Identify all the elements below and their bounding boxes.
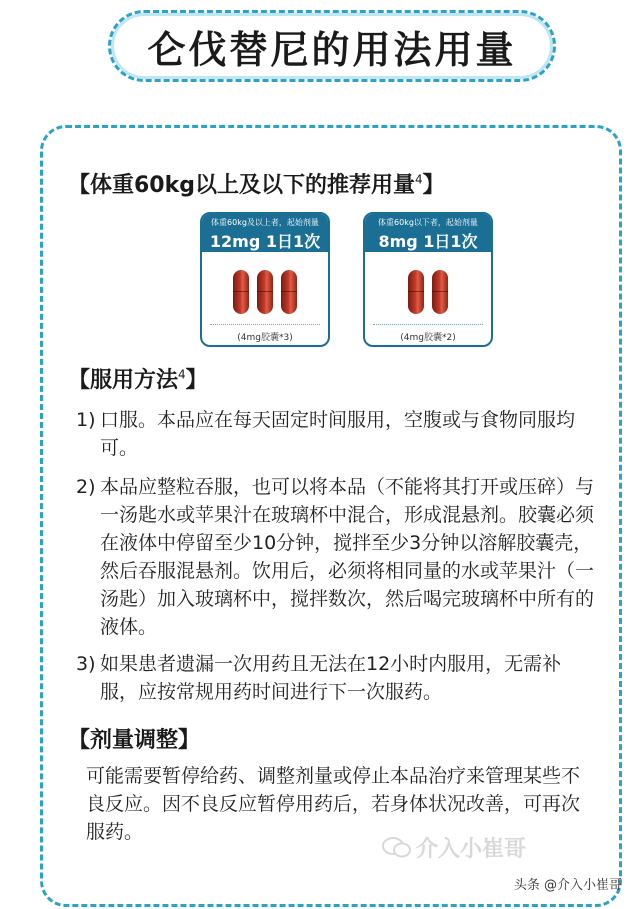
- adjustment-text: 可能需要暂停给药、调整剂量或停止本品治疗来管理某些不良反应。因不良反应暂停用药后，若身体状况改善，可再次服药。: [86, 765, 581, 843]
- list-number: 3): [76, 653, 96, 675]
- list-number: 1): [76, 409, 96, 431]
- dose-card-60kg-above: [200, 212, 330, 347]
- bracket-close: 】: [422, 173, 445, 198]
- dose-card-dose: 12mg 1日1次: [209, 232, 321, 251]
- section-heading-method: [68, 363, 208, 394]
- section-heading-adjustment: 【剂量调整】: [68, 728, 201, 753]
- wechat-icon: [382, 836, 412, 858]
- dose-card-60kg-below: [363, 212, 493, 347]
- capsule-group: [202, 270, 328, 314]
- capsule-icon: [257, 270, 273, 314]
- capsule-icon: [233, 270, 249, 314]
- bracket-close: 】: [185, 368, 208, 393]
- section-heading-dosage: [68, 168, 445, 199]
- section-heading-text: 【服用方法: [68, 368, 179, 393]
- page-title: 仑伐替尼的用法用量: [147, 27, 517, 72]
- capsule-icon: [408, 270, 424, 314]
- capsule-icon: [432, 270, 448, 314]
- dose-card-subtitle: 体重60kg以下者，起始剂量: [378, 218, 478, 227]
- watermark: 介入小崔哥: [416, 837, 527, 862]
- capsule-group: [365, 270, 491, 314]
- list-item-text: 口服。本品应在每天固定时间服用，空腹或与食物同服均可。: [100, 409, 576, 459]
- section-heading-text: 【体重60kg以上及以下的推荐用量: [68, 173, 415, 198]
- list-number: 2): [76, 476, 96, 498]
- dose-card-subtitle: 体重60kg及以上者，起始剂量: [211, 218, 319, 227]
- divider: [210, 324, 320, 325]
- dose-card-header: [365, 214, 491, 252]
- title-banner: [108, 10, 556, 82]
- dose-card-dose: 8mg 1日1次: [378, 232, 478, 251]
- divider: [373, 324, 483, 325]
- list-item-text: 本品应整粒吞服，也可以将本品（不能将其打开或压碎）与一汤匙水或苹果汁在玻璃杯中混合，形成混悬剂。胶囊必须在液体中停留至少10分钟，搅拌至少3分钟以溶解胶囊壳，然后吞服混悬剂。饮用后，必须将相同量的水或苹果汁（一汤匙）加入玻璃杯中，搅拌数次，然后喝完玻璃杯中所有的液体。: [100, 476, 595, 638]
- footnote-ref: 4: [415, 172, 423, 187]
- list-item-text: 如果患者遗漏一次用药且无法在12小时内服用，无需补服，应按常规用药时间进行下一次服药。: [100, 653, 562, 703]
- footer-credit: 头条 @介入小崔哥: [513, 878, 622, 893]
- capsule-icon: [281, 270, 297, 314]
- dose-card-caption: (4mg胶囊*2): [400, 333, 456, 343]
- footnote-ref: 4: [178, 367, 186, 382]
- dose-card-caption: (4mg胶囊*3): [237, 333, 293, 343]
- dose-card-header: [202, 214, 328, 252]
